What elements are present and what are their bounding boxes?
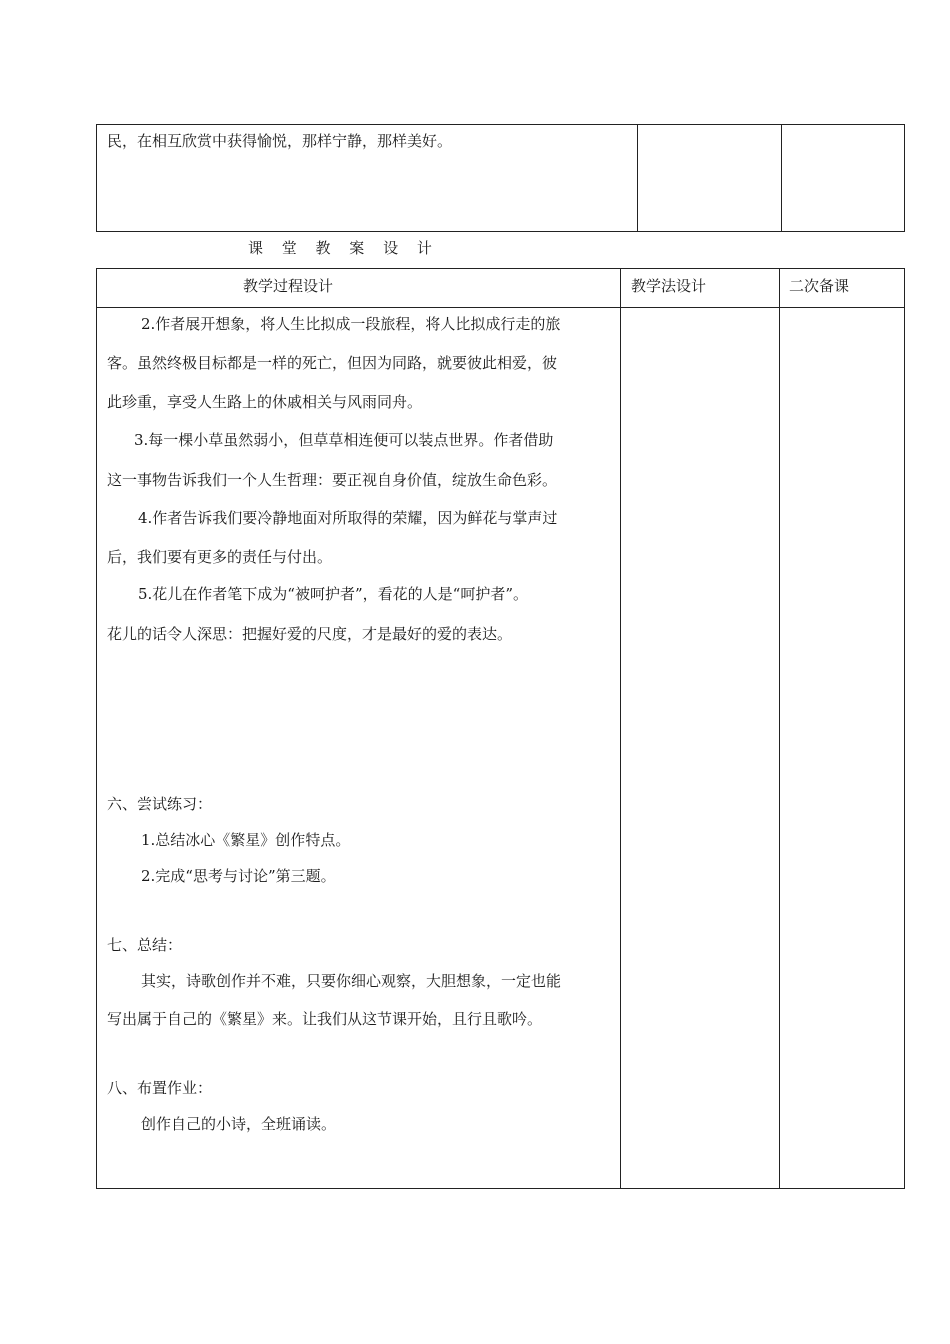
column-divider-1 — [620, 269, 621, 1188]
top-table — [96, 124, 905, 232]
column-divider-2 — [779, 269, 780, 1188]
top-table-divider-2 — [781, 125, 782, 231]
content-line: 客。虽然终极目标都是一样的死亡，但因为同路，就要彼此相爱，彼 — [107, 354, 558, 372]
content-line: 这一事物告诉我们一个人生哲理：要正视自身价值，绽放生命色彩。 — [107, 471, 558, 489]
section-heading-homework: 八、布置作业： — [107, 1079, 213, 1097]
lesson-plan-caption: 课 堂 教 案 设 计 — [248, 239, 439, 257]
content-line: 其实，诗歌创作并不难，只要你细心观察，大胆想象，一定也能 — [141, 972, 562, 990]
content-line: 写出属于自己的《繁星》来。让我们从这节课开始，且行且歌吟。 — [107, 1010, 543, 1028]
header-second-prep: 二次备课 — [789, 277, 850, 295]
content-line: 2.完成“思考与讨论”第三题。 — [141, 867, 336, 885]
content-line: 2.作者展开想象，将人生比拟成一段旅程，将人比拟成行走的旅 — [141, 315, 561, 333]
content-line: 创作自己的小诗，全班诵读。 — [141, 1115, 337, 1133]
content-line: 此珍重，享受人生路上的休戚相关与风雨同舟。 — [107, 393, 423, 411]
content-line: 5.花儿在作者笔下成为“被呵护者”，看花的人是“呵护者”。 — [138, 585, 528, 603]
section-heading-practice: 六、尝试练习： — [107, 795, 213, 813]
header-teaching-method: 教学法设计 — [631, 277, 707, 295]
content-line: 1.总结冰心《繁星》创作特点。 — [141, 831, 351, 849]
header-teaching-process: 教学过程设计 — [243, 277, 334, 295]
content-line: 花儿的话令人深思：把握好爱的尺度，才是最好的爱的表达。 — [107, 625, 513, 643]
top-table-divider-1 — [637, 125, 638, 231]
section-heading-summary: 七、总结： — [107, 936, 183, 954]
content-line: 后，我们要有更多的责任与付出。 — [107, 548, 333, 566]
content-line: 4.作者告诉我们要冷静地面对所取得的荣耀，因为鲜花与掌声过 — [138, 509, 558, 527]
top-table-cell-text: 民，在相互欣赏中获得愉悦，那样宁静，那样美好。 — [107, 132, 453, 150]
header-divider — [97, 307, 904, 308]
lesson-plan-table — [96, 268, 905, 1189]
content-line: 3.每一棵小草虽然弱小，但草草相连便可以装点世界。作者借助 — [134, 431, 554, 449]
